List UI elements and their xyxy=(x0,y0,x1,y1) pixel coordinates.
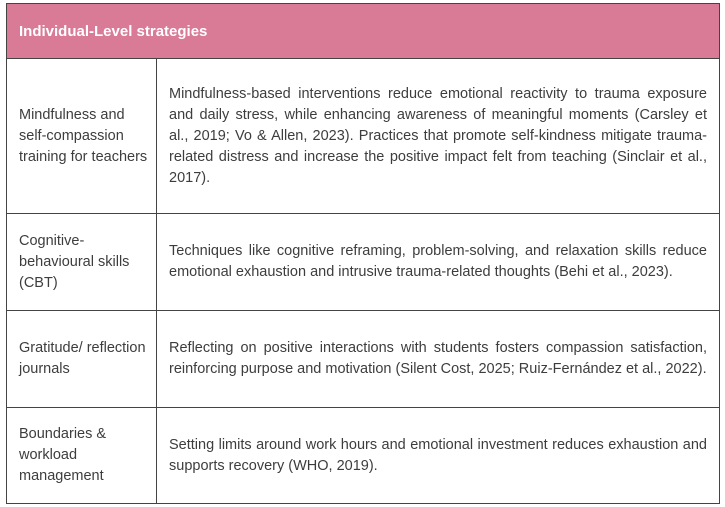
table-header-row xyxy=(7,4,720,59)
strategy-name: Boundaries & workload management xyxy=(7,408,157,504)
table-row xyxy=(7,59,720,214)
strategy-name: Mindfulness and self-compassion training for teachers xyxy=(7,59,157,214)
table-row xyxy=(7,214,720,311)
strategy-name: Cognitive-behavioural skills (CBT) xyxy=(7,214,157,311)
strategies-table xyxy=(6,3,720,504)
table-row xyxy=(7,311,720,408)
strategy-description: Mindfulness-based interventions reduce emotional reactivity to trauma exposure and daily stress, while enhancing awareness of meaningful moments (Carsley et al., 2019; Vo & Allen, 2023). Practices that promote self-kindness mitigate trauma-related distress and increase the positive impact felt from teaching (Sinclair et al., 2017). xyxy=(157,59,720,214)
table-header: Individual-Level strategies xyxy=(7,4,720,59)
table-row xyxy=(7,408,720,504)
strategy-name: Gratitude/ reflection journals xyxy=(7,311,157,408)
strategy-description: Reflecting on positive interactions with students fosters compassion satisfaction, reinforcing purpose and motivation (Silent Cost, 2025; Ruiz-Fernández et al., 2022). xyxy=(157,311,720,408)
strategy-description: Techniques like cognitive reframing, problem-solving, and relaxation skills reduce emotional exhaustion and intrusive trauma-related thoughts (Behi et al., 2023). xyxy=(157,214,720,311)
strategy-description: Setting limits around work hours and emotional investment reduces exhaustion and supports recovery (WHO, 2019). xyxy=(157,408,720,504)
